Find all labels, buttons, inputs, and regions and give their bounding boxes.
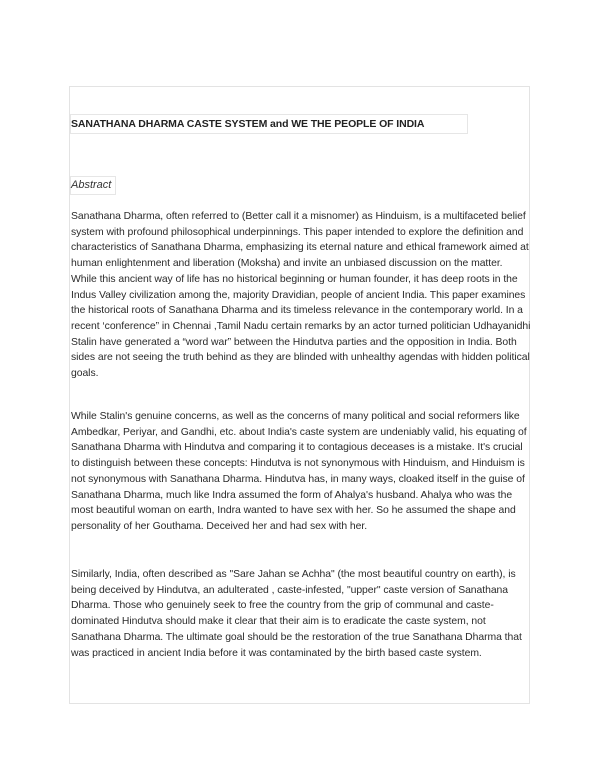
abstract-heading: Abstract xyxy=(70,176,116,195)
body-paragraph-3: Similarly, India, often described as "Sare Jahan se Achha" (the most beautiful country on earth), is being deceived by Hindutva, an adulterated , caste-infested, "upper" caste version of Sanathana Dharma. Those who genuinely seek to free the country from the grip of communal and caste-dominated Hindutva should make it clear that their aim is to eradicate the caste system, not Sanathana Dharma. The ultimate goal should be the restoration of the true Sanathana Dharma that was practiced in ancient India before it was contaminated by the birth based caste system. xyxy=(71,569,522,659)
document-title: SANATHANA DHARMA CASTE SYSTEM and WE THE PEOPLE OF INDIA xyxy=(70,114,468,134)
body-paragraph-2: While Stalin's genuine concerns, as well as the concerns of many political and social reformers like Ambedkar, Periyar, and Gandhi, etc. about India's caste system are undeniably valid, his equating of Sanathana Dharma with Hindutva and comparing it to contagious deceases is a mistake. It's crucial to distinguish between these concepts: Hindutva is not synonymous with Hinduism, and Hinduism is not synonymous with Sanathana Dharma. Hindutva has, in many ways, cloaked itself in the guise of Sanathana Dharma, much like Indra assumed the form of Ahalya's husband. Ahalya who was the most beautiful woman on earth, Indra wanted to have sex with her. So he assumed the shape and personality of her Gouthama. Deceived her and had sex with her. xyxy=(71,411,527,532)
abstract-paragraph-1: Sanathana Dharma, often referred to (Better call it a misnomer) as Hinduism, is a multifaceted belief system with profound philosophical underpinnings. This paper intended to explore the definition and characteristics of Sanathana Dharma, emphasizing its eternal nature and ethical framework aimed at human enlightenment and liberation (Moksha) and invite an unbiased discussion on the matter. While this ancient way of life has no historical beginning or human founder, it has deep roots in the Indus Valley civilization among the, majority Dravidian, people of ancient India. This paper examines the historical roots of Sanathana Dharma and its timeless relevance in the contemporary world. In a recent ‘conference” in Chennai ,Tamil Nadu certain remarks by an actor turned politician Udhayanidhi Stalin have generated a “word war” between the Hindutva parties and the opposition in India. Both sides are not seeing the truth behind as they are blinded with unhealthy agendas with hidden political goals. xyxy=(71,211,531,380)
